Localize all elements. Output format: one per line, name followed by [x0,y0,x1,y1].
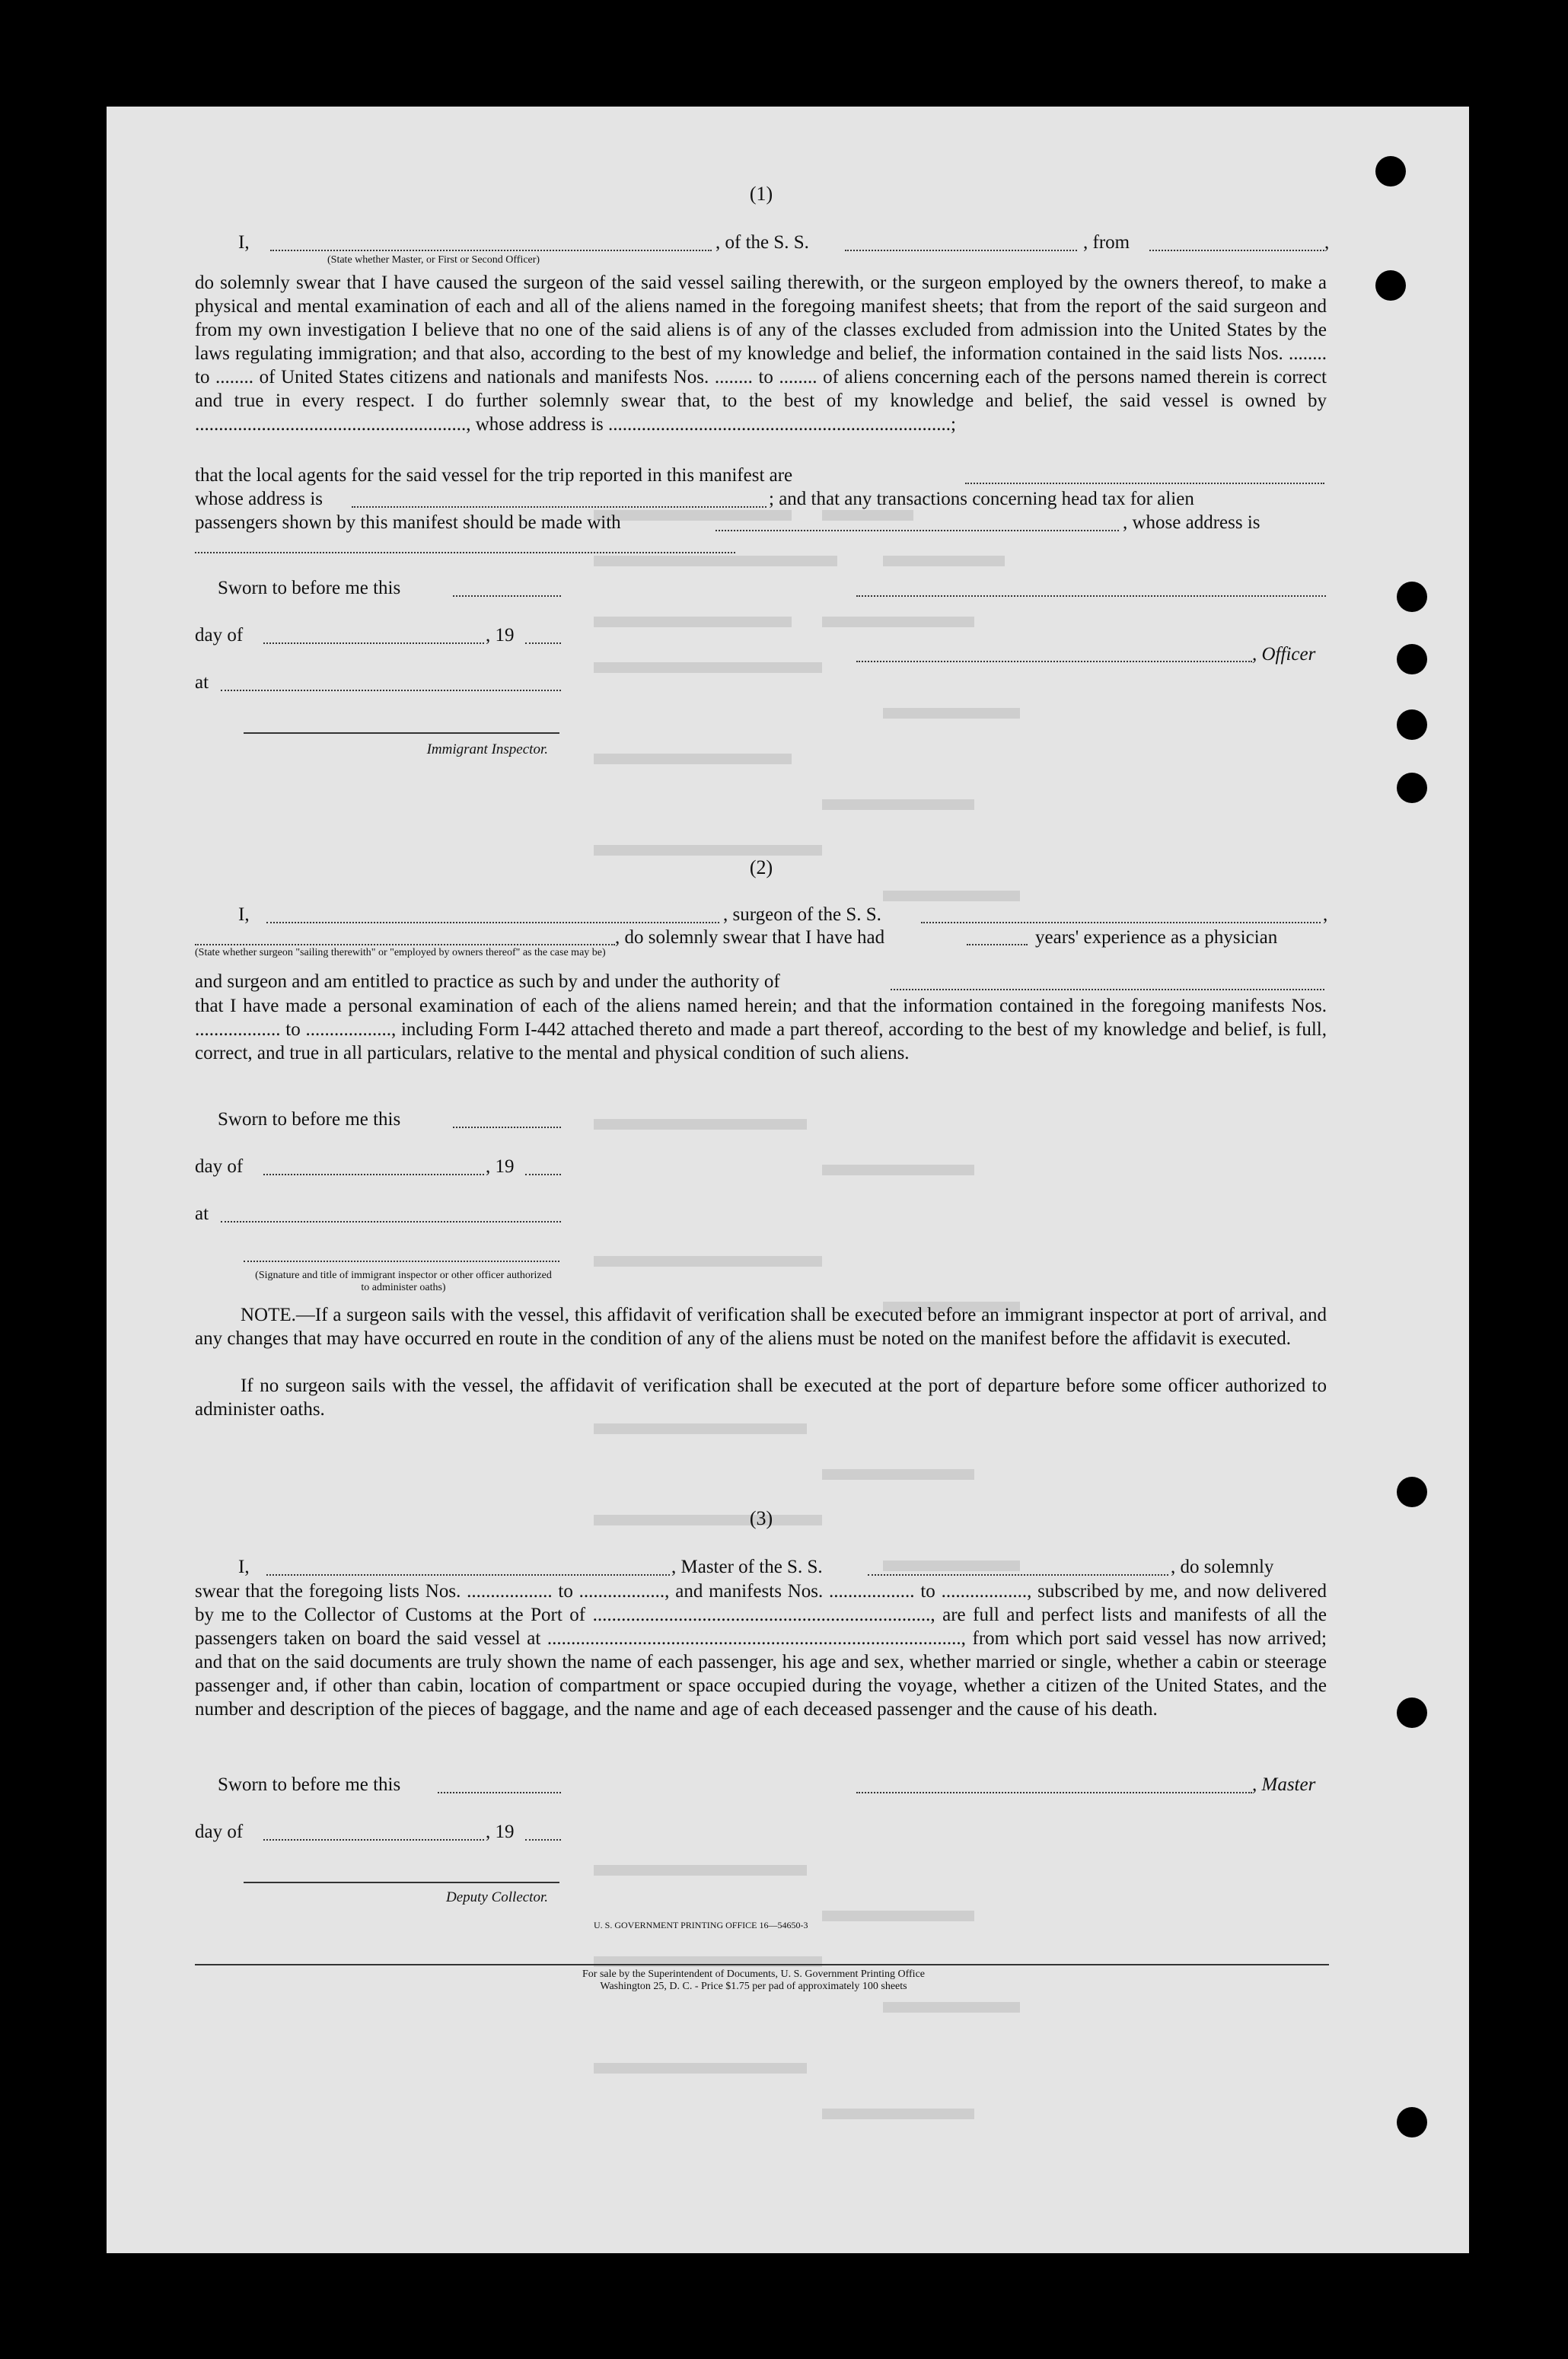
s1-sworn: Sworn to before me this [218,578,401,598]
s2-year-blank[interactable] [525,1174,561,1175]
s3-do-solemnly: , do solemnly [1171,1557,1274,1577]
s2-sailing-blank[interactable] [195,944,615,945]
s2-note1: NOTE.—If a surgeon sails with the vessel, this affidavit of verification shall be executed before an immigrant inspector at port of arrival, and any changes that may have occurred en route in the condition of any of the aliens must be noted on the manifest before the affidavit is executed. [195,1305,1327,1349]
s3-collector-caption: Deputy Collector. [445,1889,548,1905]
s3-nineteen: , 19 [486,1822,515,1842]
s1-day-blank[interactable] [263,642,484,644]
section-1-number: (1) [749,183,773,205]
s3-master-of: , Master of the S. S. [671,1557,823,1577]
s3-master: , Master [1252,1774,1316,1795]
s1-at: at [195,672,209,693]
s1-head-tax-blank[interactable] [715,530,1119,531]
s2-state-caption: (State whether surgeon "sailing therewith" or "employed by owners thereof" as the case may be) [195,947,606,958]
punch-hole [1397,644,1427,674]
s1-whose-address-is: , whose address is [1123,512,1260,533]
punch-hole [1397,582,1427,612]
s1-body: do solemnly swear that I have caused the surgeon of the said vessel sailing therewith, or the surgeon employed by the owners thereof, to make a physical and mental examination of each and all of the aliens named in the foregoing manifest sheets; that from the report of the said surgeon and from my own investigation I believe that no one of the said aliens is of any of the classes excluded from admission into the United States by the laws regulating immigration; and that also, according to the best of my knowledge and belief, the information contained in the said lists Nos. ........ to ........ of United States citizens and nationals and manifests Nos. ........ to ........ of aliens concerning each of the persons named therein is correct and true in every respect. I do further solemnly swear that, to the best of my knowledge and belief, the said vessel is owned by ........................................................., whose address is ........................................................................; [195,273,1327,435]
s1-comma: , [1324,232,1330,253]
s2-body: that I have made a personal examination of each of the aliens named herein; and that the information contained in the foregoing manifests Nos. .................. to .................., including Form I-442 attached thereto and made a part thereof, according to the best of my knowledge and belief, is full, correct, and true in all particulars, relative to the mental and physical condition of such aliens. [195,996,1327,1063]
s2-surgeon-name-blank[interactable] [266,922,719,923]
s2-authority-blank[interactable] [891,989,1324,990]
punch-hole [1397,1698,1427,1728]
s1-vessel-blank[interactable] [845,250,1077,251]
s3-opening-i: I, [238,1557,250,1577]
s1-officer-name-blank[interactable] [270,250,712,251]
s3-sworn-blank[interactable] [438,1792,561,1793]
punch-hole [1375,270,1406,301]
s1-at-blank[interactable] [221,690,561,691]
footer-sale-line-2: Washington 25, D. C. - Price $1.75 per pad of approximately 100 sheets [600,1981,907,1992]
s1-nineteen: , 19 [486,625,515,646]
s2-opening-i: I, [238,904,250,925]
s1-inspector-signature-line[interactable] [244,732,559,734]
s1-inspector-caption: Immigrant Inspector. [426,741,548,757]
s2-comma: , [1323,904,1328,925]
s2-surgeon-of: , surgeon of the S. S. [723,904,881,925]
s2-day-of: day of [195,1156,244,1177]
punch-hole [1375,156,1406,186]
s2-years-exp: years' experience as a physician [1035,927,1278,948]
s2-signature-blank[interactable] [244,1261,559,1262]
bleed-through-texture [198,129,1340,2185]
s1-officer-title-blank[interactable] [856,661,1252,662]
s1-from-blank[interactable] [1149,250,1324,251]
section-2-number: (2) [749,856,773,878]
bleed-through-pattern [198,129,1340,2185]
form-page [107,107,1469,2253]
punch-hole [1397,709,1427,740]
s3-day-of: day of [195,1822,244,1842]
s3-body: swear that the foregoing lists Nos. .................. to .................., and manifests Nos. .................. to .................., subscribed by me, and now delivered by me to the Collector of Customs at the Port of ......................................................................., are full and perfect lists and manifests of all the passengers taken on board the said vessel at ......................................................................................., from which port said vessel has now arrived; and that on the said documents are truly shown the name of each passenger, his age and sex, whether married or single, whether a cabin or steerage passenger and, if other than cabin, location of compartment or space occupied during the voyage, whether a citizen of the United States, and the number and description of the pieces of baggage, and the name and age of each deceased passenger and the cause of his death. [195,1581,1327,1720]
s1-officer-signature-blank[interactable] [856,595,1326,597]
s3-sworn: Sworn to before me this [218,1774,401,1795]
s2-nineteen: , 19 [486,1156,515,1177]
s1-year-blank[interactable] [525,642,561,644]
s3-vessel-blank[interactable] [868,1574,1168,1576]
s1-transactions: ; and that any transactions concerning head tax for alien [769,489,1194,509]
s2-at: at [195,1203,209,1224]
s3-collector-signature-line[interactable] [244,1882,559,1883]
gpo-imprint: U. S. GOVERNMENT PRINTING OFFICE 16—54650-3 [594,1920,808,1930]
s3-year-blank[interactable] [525,1839,561,1841]
s3-master-name-blank[interactable] [266,1574,670,1576]
s2-sig-caption: (Signature and title of immigrant inspector or other officer authorized to administer oaths) [255,1270,552,1293]
s1-passengers: passengers shown by this manifest should be made with [195,512,621,533]
s1-agents-address-blank[interactable] [352,506,766,508]
s2-authority: and surgeon and am entitled to practice as such by and under the authority of [195,971,780,992]
punch-hole [1397,1477,1427,1507]
s2-note2: If no surgeon sails with the vessel, the affidavit of verification shall be executed at the port of departure before some officer authorized to administer oaths. [195,1376,1327,1420]
s1-officer: , Officer [1252,644,1316,665]
s2-swear-line: , do solemnly swear that I have had [615,927,885,948]
section-3-number: (3) [749,1507,773,1529]
s2-vessel-blank[interactable] [921,922,1321,923]
punch-hole [1397,773,1427,803]
s2-sworn-blank[interactable] [453,1127,561,1128]
footer-sale-line-1: For sale by the Superintendent of Documents, U. S. Government Printing Office [582,1968,925,1980]
s3-master-signature-blank[interactable] [856,1792,1252,1793]
s1-head-tax-address-blank[interactable] [195,552,735,553]
s1-of-the-ss: , of the S. S. [715,232,809,253]
s3-day-blank[interactable] [263,1839,484,1841]
punch-hole [1397,2107,1427,2137]
s1-day-of: day of [195,625,244,646]
s1-state-caption: (State whether Master, or First or Second Officer) [327,254,540,266]
s1-whose-address: whose address is [195,489,323,509]
s1-from: , from [1083,232,1130,253]
s2-years-blank[interactable] [967,944,1028,945]
s2-sworn: Sworn to before me this [218,1109,401,1130]
footer-rule [195,1964,1329,1965]
s1-agents-blank[interactable] [965,483,1324,484]
s1-sworn-blank[interactable] [453,595,561,597]
s2-at-blank[interactable] [221,1221,561,1223]
s1-opening-i: I, [238,232,250,253]
s2-day-blank[interactable] [263,1174,484,1175]
s1-agents: that the local agents for the said vessel for the trip reported in this manifest are [195,465,793,486]
